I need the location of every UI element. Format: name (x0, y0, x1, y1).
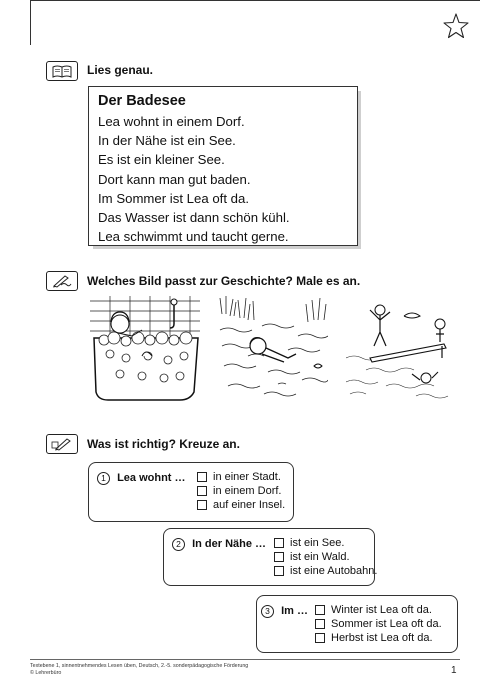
checkbox[interactable] (197, 472, 207, 482)
star-icon (442, 12, 470, 40)
option-row[interactable] (197, 471, 281, 483)
checkbox[interactable] (315, 633, 325, 643)
question-3-box (256, 595, 458, 653)
instruction-read: Lies genau. (87, 63, 154, 77)
question-2-box (163, 528, 378, 586)
option-label: ist eine Autobahn. (290, 565, 378, 577)
footer-copyright: © Lehrerbüro (30, 670, 62, 676)
question-prompt: Lea wohnt … (117, 472, 186, 484)
pool-illustration (346, 296, 456, 403)
option-label: ist ein Wald. (290, 551, 350, 563)
instruction-cross: Was ist richtig? Kreuze an. (87, 437, 240, 451)
option-row[interactable] (197, 485, 281, 497)
footer-source: Textebene 1, sinnentnehmendes Lesen üben, Deutsch, 2.-5. sonderpädagogische Förderung (30, 663, 249, 669)
page-frame-top (30, 0, 480, 1)
footer-divider (30, 659, 460, 660)
question-prompt: In der Nähe … (192, 538, 267, 550)
story-line: In der Nähe ist ein See. (98, 133, 236, 149)
checkbox[interactable] (274, 538, 284, 548)
page-number: 1 (451, 665, 457, 676)
bathtub-illustration (90, 296, 200, 403)
question-number: 3 (261, 605, 274, 618)
question-2-label (172, 538, 266, 551)
option-label: Winter ist Lea oft da. (331, 604, 432, 616)
option-label: Sommer ist Lea oft da. (331, 618, 442, 630)
option-row[interactable] (274, 537, 344, 549)
story-line: Dort kann man gut baden. (98, 171, 251, 187)
picture-bathtub[interactable] (90, 296, 200, 403)
story-line: Lea schwimmt und taucht gerne. (98, 229, 289, 245)
option-label: in einer Stadt. (213, 471, 281, 483)
question-number: 1 (97, 472, 110, 485)
picture-pool[interactable] (346, 296, 456, 403)
question-3-label (261, 605, 308, 618)
checkbox[interactable] (274, 552, 284, 562)
question-number: 2 (172, 538, 185, 551)
option-row[interactable] (315, 604, 432, 616)
option-row[interactable] (197, 499, 285, 511)
option-row[interactable] (315, 632, 433, 644)
pencil-check-icon (46, 434, 78, 454)
story-box (88, 86, 358, 246)
checkbox[interactable] (197, 500, 207, 510)
checkbox[interactable] (315, 605, 325, 615)
question-1-box (88, 462, 294, 522)
book-icon (46, 61, 78, 81)
lake-illustration (218, 296, 328, 403)
pencil-coloring-icon (46, 271, 78, 291)
question-prompt: Im … (281, 605, 308, 617)
option-row[interactable] (315, 618, 442, 630)
story-title: Der Badesee (98, 93, 186, 109)
option-row[interactable] (274, 551, 350, 563)
story-line: Im Sommer ist Lea oft da. (98, 190, 249, 206)
picture-lake[interactable] (218, 296, 328, 403)
story-line: Das Wasser ist dann schön kühl. (98, 210, 290, 226)
question-1-label (97, 472, 186, 485)
option-label: auf einer Insel. (213, 499, 286, 511)
story-line: Es ist ein kleiner See. (98, 152, 225, 168)
page-frame-left (30, 0, 31, 45)
checkbox[interactable] (315, 619, 325, 629)
option-label: Herbst ist Lea oft da. (331, 632, 433, 644)
story-line: Lea wohnt in einem Dorf. (98, 114, 245, 129)
checkbox[interactable] (197, 486, 207, 496)
instruction-color: Welches Bild passt zur Geschichte? Male es an. (87, 274, 361, 288)
option-label: in einem Dorf. (213, 485, 282, 497)
option-row[interactable] (274, 565, 377, 577)
checkbox[interactable] (274, 566, 284, 576)
option-label: ist ein See. (290, 537, 345, 549)
